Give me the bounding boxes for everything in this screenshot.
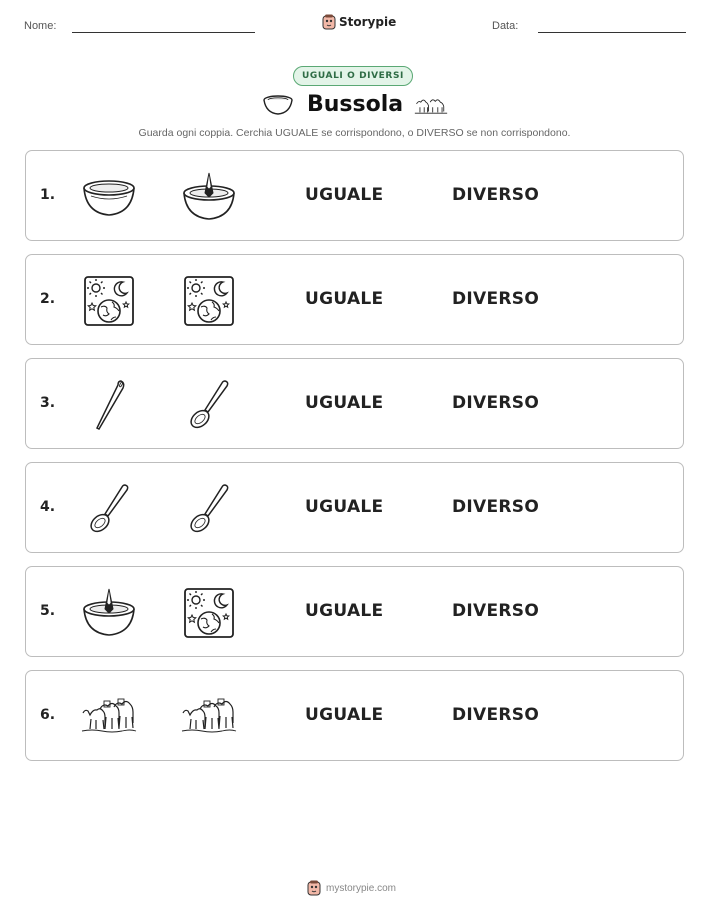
same-option[interactable]: UGUALE — [305, 393, 384, 413]
sky-earth-icon — [181, 587, 237, 639]
spoon-icon — [181, 379, 237, 431]
same-option[interactable]: UGUALE — [305, 289, 384, 309]
footer — [307, 880, 396, 896]
pair-row-2 — [25, 254, 684, 345]
camel-caravan-icon — [81, 691, 137, 743]
storypie-logo-icon — [307, 880, 321, 896]
pair-row-3 — [25, 358, 684, 449]
date-label: Data: — [492, 20, 519, 32]
compass-bowl-icon — [181, 171, 237, 223]
same-option[interactable]: UGUALE — [305, 497, 384, 517]
spoon-icon — [81, 483, 137, 535]
bowl-icon — [81, 171, 137, 223]
pair-row-6 — [25, 670, 684, 761]
row-number: 3. — [40, 395, 56, 411]
date-line[interactable] — [538, 32, 686, 33]
row-number: 2. — [40, 291, 56, 307]
worksheet-type-badge: UGUALI O DIVERSI — [293, 66, 413, 86]
row-number: 1. — [40, 187, 56, 203]
row-number: 4. — [40, 499, 56, 515]
pair-row-1 — [25, 150, 684, 241]
name-label: Nome: — [24, 20, 57, 32]
different-option[interactable]: DIVERSO — [452, 497, 540, 517]
brand-logo — [322, 13, 396, 31]
instructions-text: Guarda ogni coppia. Cerchia UGUALE se corrispondono, o DIVERSO se non corrispondono. — [138, 127, 571, 139]
same-option[interactable]: UGUALE — [305, 601, 384, 621]
row-number: 5. — [40, 603, 56, 619]
camel-caravan-icon — [414, 96, 448, 116]
same-option[interactable]: UGUALE — [305, 705, 384, 725]
row-number: 6. — [40, 707, 56, 723]
storypie-logo-icon — [322, 14, 336, 30]
different-option[interactable]: DIVERSO — [452, 185, 540, 205]
sky-earth-icon — [81, 275, 137, 327]
name-line[interactable] — [72, 32, 255, 33]
page-title: Bussola — [307, 92, 404, 117]
pair-row-4 — [25, 462, 684, 553]
footer-url[interactable]: mystorypie.com — [326, 882, 397, 894]
spoon-icon — [181, 483, 237, 535]
bowl-icon — [262, 95, 294, 117]
brand-name: Storypie — [339, 15, 397, 29]
sky-earth-icon — [181, 275, 237, 327]
different-option[interactable]: DIVERSO — [452, 393, 540, 413]
compass-bowl-icon — [81, 587, 137, 639]
same-option[interactable]: UGUALE — [305, 185, 384, 205]
pair-row-5 — [25, 566, 684, 657]
needle-icon — [81, 379, 137, 431]
different-option[interactable]: DIVERSO — [452, 705, 540, 725]
different-option[interactable]: DIVERSO — [452, 601, 540, 621]
camel-caravan-icon — [181, 691, 237, 743]
different-option[interactable]: DIVERSO — [452, 289, 540, 309]
